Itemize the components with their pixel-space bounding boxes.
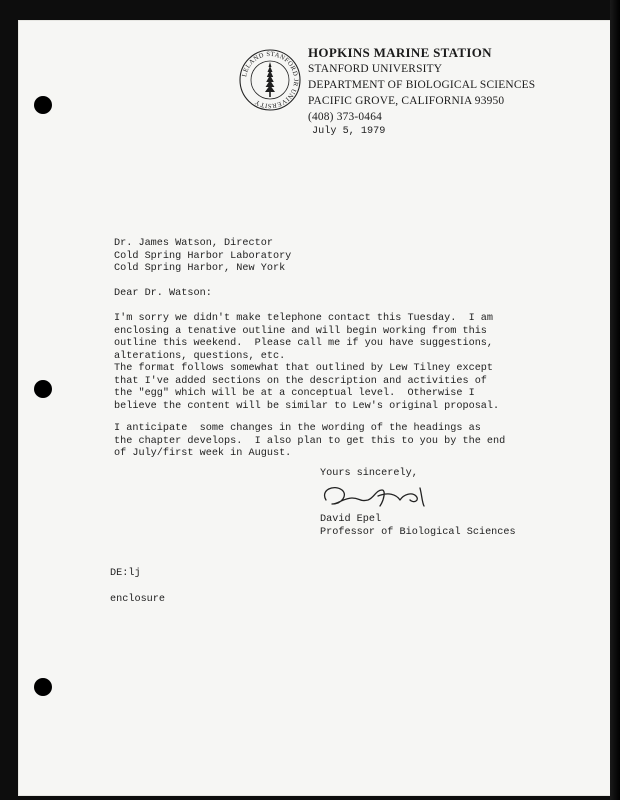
letterhead xyxy=(308,44,535,125)
punch-hole-top xyxy=(34,96,52,114)
signer-name: David Epel xyxy=(320,514,382,525)
signer-title: Professor of Biological Sciences xyxy=(320,526,516,538)
punch-hole-bottom xyxy=(34,678,52,696)
recipient-line: Cold Spring Harbor, New York xyxy=(114,263,286,275)
salutation: Dear Dr. Watson: xyxy=(114,288,212,299)
body-paragraph: I'm sorry we didn't make telephone contact this Tuesday. I am enclosing a tenative outline and will begin working from this outline this weekend. Please call me if you have suggestions, alterations, questions, etc. xyxy=(114,313,494,362)
handwritten-signature xyxy=(316,478,436,514)
recipient-line: Dr. James Watson, Director xyxy=(114,238,273,249)
address-line: PACIFIC GROVE, CALIFORNIA 93950 xyxy=(308,95,505,107)
enclosure-note: enclosure xyxy=(110,594,166,605)
svg-text:LELAND STANFORD JR UNIVERSITY: LELAND STANFORD JR UNIVERSITY xyxy=(241,50,300,110)
closing: Yours sincerely, xyxy=(320,468,418,479)
signer-block xyxy=(320,514,516,539)
body-paragraph: I anticipate some changes in the wording of the headings as the chapter develops. I also plan to get this to you by the end of July/first week in August. xyxy=(114,423,506,460)
letter-date: July 5, 1979 xyxy=(312,126,386,137)
recipient-address xyxy=(114,238,291,276)
scan-edge xyxy=(610,0,620,800)
body-paragraph: The format follows somewhat that outlined by Lew Tilney except that I've added sections on the description and activities of the "egg" which will be at a conceptual level. Otherwise I believe the content will be similar to Lew's original proposal. xyxy=(114,363,500,412)
stanford-seal-logo xyxy=(238,48,302,112)
recipient-line: Cold Spring Harbor Laboratory xyxy=(114,250,292,262)
typist-initials: DE:lj xyxy=(110,568,141,579)
punch-hole-middle xyxy=(34,380,52,398)
organization-name: HOPKINS MARINE STATION xyxy=(308,45,492,60)
phone-number: (408) 373-0464 xyxy=(308,111,382,123)
department-name: DEPARTMENT OF BIOLOGICAL SCIENCES xyxy=(308,79,536,91)
university-name: STANFORD UNIVERSITY xyxy=(308,63,443,75)
